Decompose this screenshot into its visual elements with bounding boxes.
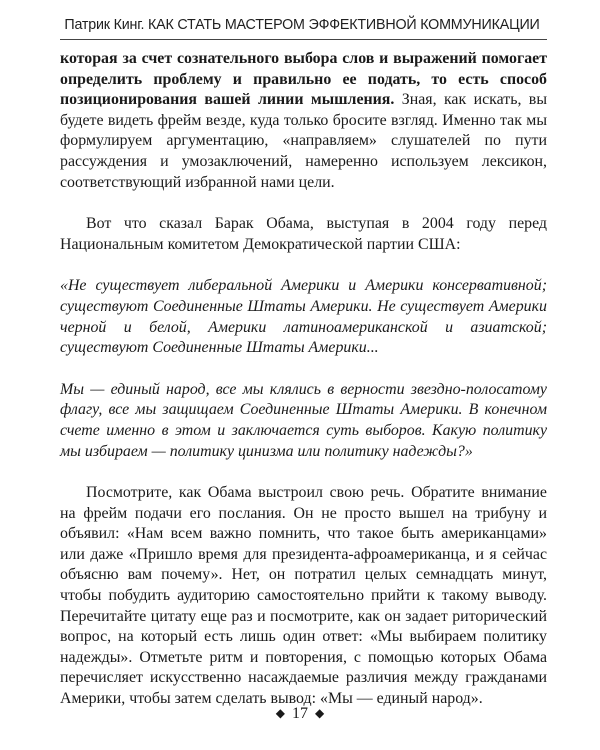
page-folio — [0, 705, 600, 723]
paragraph-3: Посмотрите, как Обама выстроил свою речь. Обратите внимание на фрейм подачи его послания. Он не просто вышел на трибуну и объявил: «Нам всем важно помнить, что такое быть американцами» или даже «Пришло время для президента-афроамериканца, и я сейчас объясню вам почему». Нет, он потратил целых семнадцать минут, чтобы побудить аудиторию самостоятельно прийти к такому выводу. Перечитайте цитату еще раз и посмотрите, как он задает риторический вопрос, на который есть лишь один ответ: «Мы выбираем политику надежды». Отметьте ритм и повторения, с помощью которых Обама перечисляет искусственно насаждаемые различия между гражданами Америки, чтобы затем сделать вывод: «Мы — единый народ». — [60, 484, 547, 708]
paragraph-2: Вот что сказал Барак Обама, выступая в 2004 году перед Национальным комитетом Демократической партии США: — [60, 215, 547, 253]
diamond-ornament-left: ◆ — [275, 706, 285, 720]
running-head: Патрик Кинг. КАК СТАТЬ МАСТЕРОМ ЭФФЕКТИВНОЙ КОММУНИКАЦИИ — [64, 17, 540, 33]
paragraph-1-rest: Зная, как искать, вы будете видеть фрейм везде, куда только бросите взгляд. Именно так мы формулируем аргументацию, «направляем» слушателей по пути рассуждения и умозаключений, намеренно используем лексикон, соответствующий избранной нами цели. — [60, 91, 547, 191]
body-text — [60, 49, 547, 710]
page-number: 17 — [292, 705, 308, 722]
paragraph-1-bold: которая за счет сознательного выбора слов и выражений помогает определить проблему и правильно ее подать, то есть способ позиционирования вашей линии мышления. — [60, 50, 547, 109]
quote-1: «Не существует либеральной Америки и Америки консервативной; существуют Соединенные Штаты Америки. Не существует Америки черной и белой, Америки латиноамериканской и азиатской; существуют Соединенные Штаты Америки... — [60, 277, 547, 357]
diamond-ornament-right: ◆ — [315, 706, 325, 720]
quote-2: Мы — единый народ, все мы клялись в верности звездно-полосатому флагу, все мы защищаем Соединенные Штаты Америки. В конечном счете именно в этом и заключается суть выборов. Какую политику мы избираем — политику цинизма или политику надежды?» — [60, 380, 547, 460]
header-rule — [60, 39, 547, 40]
paragraph-1 — [60, 49, 547, 193]
